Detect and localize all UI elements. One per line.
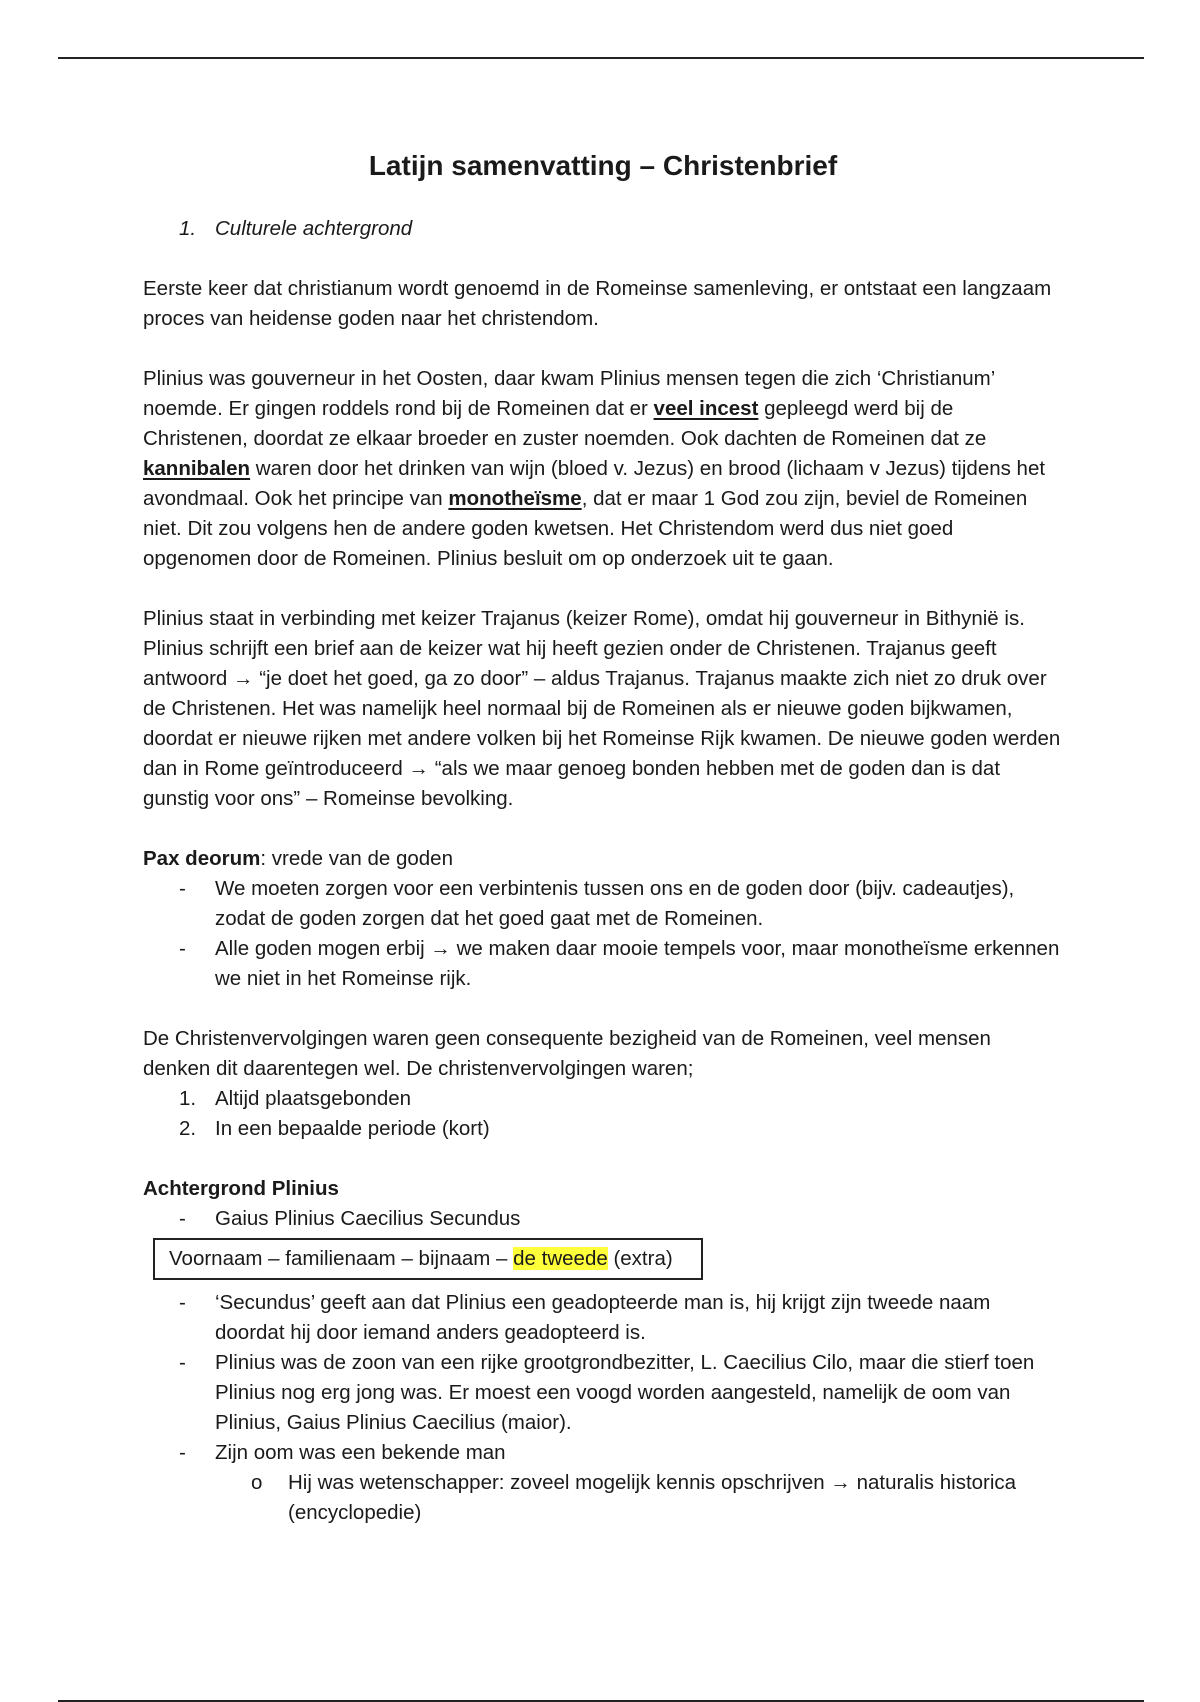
dash-bullet: - — [179, 1207, 186, 1230]
dash-bullet: - — [179, 877, 186, 900]
circle-bullet: o — [251, 1471, 263, 1494]
list-item-text: Zijn oom was een bekende man — [215, 1441, 506, 1464]
list-number: 1. — [179, 1087, 197, 1110]
list-item — [143, 1114, 1063, 1144]
emphasis-incest: veel incest — [653, 397, 759, 420]
emphasis-kannibalen: kannibalen — [143, 457, 251, 480]
page-title: Latijn samenvatting – Christenbrief — [368, 150, 838, 181]
top-rule — [58, 57, 1144, 59]
text-run: waren door het drinken van wijn (bloed v. Jezus) en brood (lichaam v Jezus) tijdens het avondmaal. Ook het principe van — [143, 457, 1046, 510]
list-item — [143, 1438, 1063, 1468]
list-item-text: Plinius was de zoon van een rijke grootgrondbezitter, L. Caecilius Cilo, maar die stierf toen Plinius nog erg jong was. Er moest een voogd worden aangesteld, namelijk de oom van Plinius, Gaius Plinius Caecilius (maior). — [215, 1351, 1035, 1434]
name-structure-box — [153, 1238, 703, 1280]
list-item-text: ‘Secundus’ geeft aan dat Plinius een geadopteerde man is, hij krijgt zijn tweede naam doordat hij door iemand anders geadopteerd is. — [215, 1291, 991, 1344]
box-text: (extra) — [607, 1247, 673, 1270]
pax-deorum-term: Pax deorum — [143, 847, 261, 870]
emphasis-monotheisme: monotheïsme — [448, 487, 582, 510]
list-item-text: Hij was wetenschapper: zoveel mogelijk kennis opschrijven → naturalis historica (encyclopedie) — [288, 1471, 1017, 1524]
list-item — [143, 1288, 1063, 1348]
dash-bullet: - — [179, 1441, 186, 1464]
list-item-text: Gaius Plinius Caecilius Secundus — [215, 1207, 521, 1230]
pax-deorum-definition — [143, 844, 1063, 874]
highlighted-text: de tweede — [513, 1247, 608, 1270]
section-heading — [179, 214, 1063, 244]
paragraph-rumors — [143, 364, 1063, 574]
plinius-name-list — [143, 1204, 1063, 1234]
text-run: , dat er maar 1 God zou zijn, beviel de Romeinen niet. Dit zou volgens hen de andere goden kwetsen. Het Christendom werd dus niet goed opgenomen door de Romeinen. Plinius besluit om op onderzoek uit te gaan. — [143, 487, 1028, 570]
list-item — [143, 1348, 1063, 1438]
list-item — [143, 874, 1063, 934]
persecution-list — [143, 1084, 1063, 1144]
dash-bullet: - — [179, 1291, 186, 1314]
paragraph-trajanus: Plinius staat in verbinding met keizer Trajanus (keizer Rome), omdat hij gouverneur in Bithynië is. Plinius schrijft een brief aan de keizer wat hij heeft gezien onder de Christenen. Trajanus geeft antwoord → “je doet het goed, ga zo door” – aldus Trajanus. Trajanus maakte zich niet zo druk over de Christenen. Het was namelijk heel normaal bij de Romeinen als er nieuwe goden bijkwamen, doordat er nieuwe rijken met andere volken bij het Romeinse Rijk kwamen. De nieuwe goden werden dan in Rome geïntroduceerd → “als we maar genoeg bonden hebben met de goden dan is dat gunstig voor ons” – Romeinse bevolking. — [143, 607, 1061, 810]
pax-deorum-meaning: : vrede van de goden — [260, 847, 453, 870]
list-number: 2. — [179, 1117, 197, 1140]
list-item-text: In een bepaalde periode (kort) — [215, 1117, 490, 1140]
dash-bullet: - — [179, 1351, 186, 1374]
plinius-sublist — [143, 1468, 1063, 1528]
document-body — [143, 140, 1063, 1528]
box-text: Voornaam – familienaam – bijnaam – — [169, 1247, 514, 1270]
list-item-text: Altijd plaatsgebonden — [215, 1087, 412, 1110]
section-label: Culturele achtergrond — [215, 217, 413, 240]
list-item-text: Alle goden mogen erbij → we maken daar mooie tempels voor, maar monotheïsme erkennen we niet in het Romeinse rijk. — [215, 937, 1060, 990]
list-item — [143, 934, 1063, 994]
plinius-heading: Achtergrond Plinius — [143, 1177, 339, 1200]
list-item — [143, 1084, 1063, 1114]
plinius-details-list — [143, 1288, 1063, 1468]
dash-bullet: - — [179, 937, 186, 960]
section-number: 1. — [179, 217, 197, 240]
pax-deorum-list — [143, 874, 1063, 994]
list-item-text: We moeten zorgen voor een verbintenis tussen ons en de goden door (bijv. cadeautjes), zodat de goden zorgen dat het goed gaat met de Romeinen. — [215, 877, 1015, 930]
paragraph-persecution: De Christenvervolgingen waren geen consequente bezigheid van de Romeinen, veel mensen denken dit daarentegen wel. De christenvervolgingen waren; — [143, 1027, 991, 1080]
text-run: Plinius was gouverneur in het Oosten, daar kwam Plinius mensen tegen die zich ‘Christianum’ noemde. Er gingen roddels rond bij de Romeinen dat er — [143, 367, 995, 420]
text-run: gepleegd werd bij de Christenen, doordat ze elkaar broeder en zuster noemden. Ook dachten de Romeinen dat ze — [143, 397, 987, 450]
paragraph-intro: Eerste keer dat christianum wordt genoemd in de Romeinse samenleving, er ontstaat een langzaam proces van heidense goden naar het christendom. — [143, 277, 1052, 330]
list-item — [143, 1204, 1063, 1234]
sublist-item — [143, 1468, 1063, 1528]
